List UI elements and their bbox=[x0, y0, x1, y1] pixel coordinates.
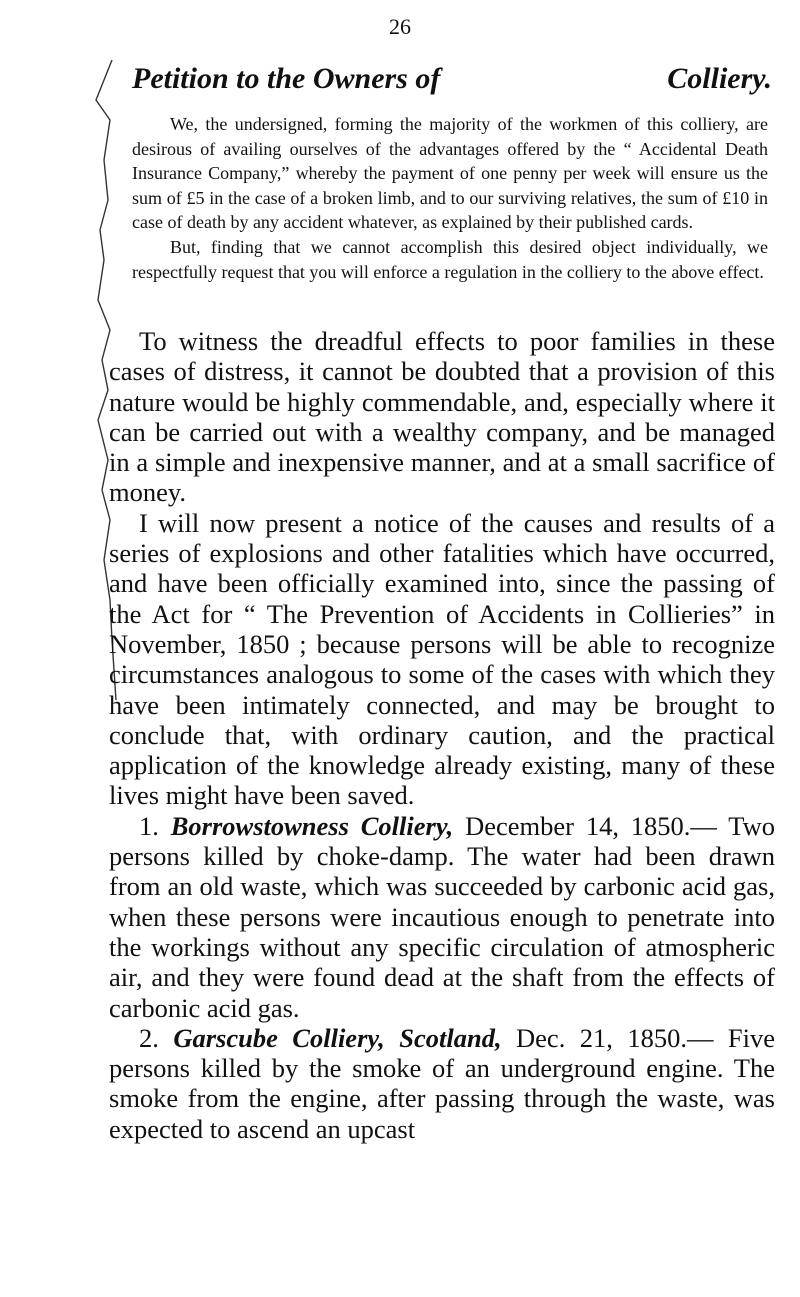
petition-paragraph: But, finding that we cannot accomplish this desired object individually, we respectfully request that you will enforce a regulation in the colliery to the above effect. bbox=[132, 236, 768, 282]
main-text bbox=[109, 326, 775, 1144]
accident-item bbox=[109, 1023, 775, 1144]
petition-heading bbox=[132, 62, 772, 96]
petition-text bbox=[132, 112, 768, 284]
petition-title-left: Petition to the Owners of bbox=[132, 62, 441, 95]
item-number: 1. bbox=[139, 810, 159, 841]
accident-item bbox=[109, 811, 775, 1023]
item-text: Dec. 21, 1850.— Five persons killed by the smoke of an underground engine. The smoke from the engine, after passing through the waste, was expected to ascend an upcast bbox=[109, 1022, 776, 1144]
item-text: December 14, 1850.— Two persons killed by choke-damp. The water had been drawn from an old waste, which was succeeded by carbonic acid gas, when these persons were incautious enough to penetrate into the workings without any specific circulation of atmospheric air, and they were found dead at the shaft from the effects of carbonic acid gas. bbox=[109, 810, 776, 1023]
petition-paragraph: We, the undersigned, forming the majority of the workmen of this colliery, are desirous of availing ourselves of the advantages offered by the “ Accidental Death Insurance Company,” whereby the payment of one penny per week will ensure us the sum of £5 in the case of a broken limb, and to our surviving relatives, the sum of £10 in case of death by any accident whatever, as explained by their published cards. bbox=[132, 114, 768, 233]
petition-title-right: Colliery. bbox=[667, 62, 772, 95]
colliery-name: Garscube Colliery, Scotland, bbox=[173, 1022, 502, 1053]
item-number: 2. bbox=[139, 1022, 159, 1053]
body-paragraph: To witness the dreadful effects to poor families in these cases of distress, it cannot be doubted that a provision of this nature would be highly commendable, and, especially where it can be carried out with a wealthy company, and be managed in a simple and inexpensive manner, and at a small sacrifice of money. bbox=[109, 326, 775, 508]
page-number: 26 bbox=[389, 14, 411, 39]
body-paragraph: I will now present a notice of the causes and results of a series of explosions and other fatalities which have occurred, and have been officially examined into, since the passing of the Act for “ The Prevention of Accidents in Collieries” in November, 1850 ; because persons will be able to recognize circumstances analogous to some of the cases with which they have been intimately connected, and may be brought to conclude that, with ordinary caution, and the practical application of the knowledge already existing, many of these lives might have been saved. bbox=[109, 507, 775, 811]
colliery-name: Borrowstowness Colliery, bbox=[170, 810, 454, 841]
